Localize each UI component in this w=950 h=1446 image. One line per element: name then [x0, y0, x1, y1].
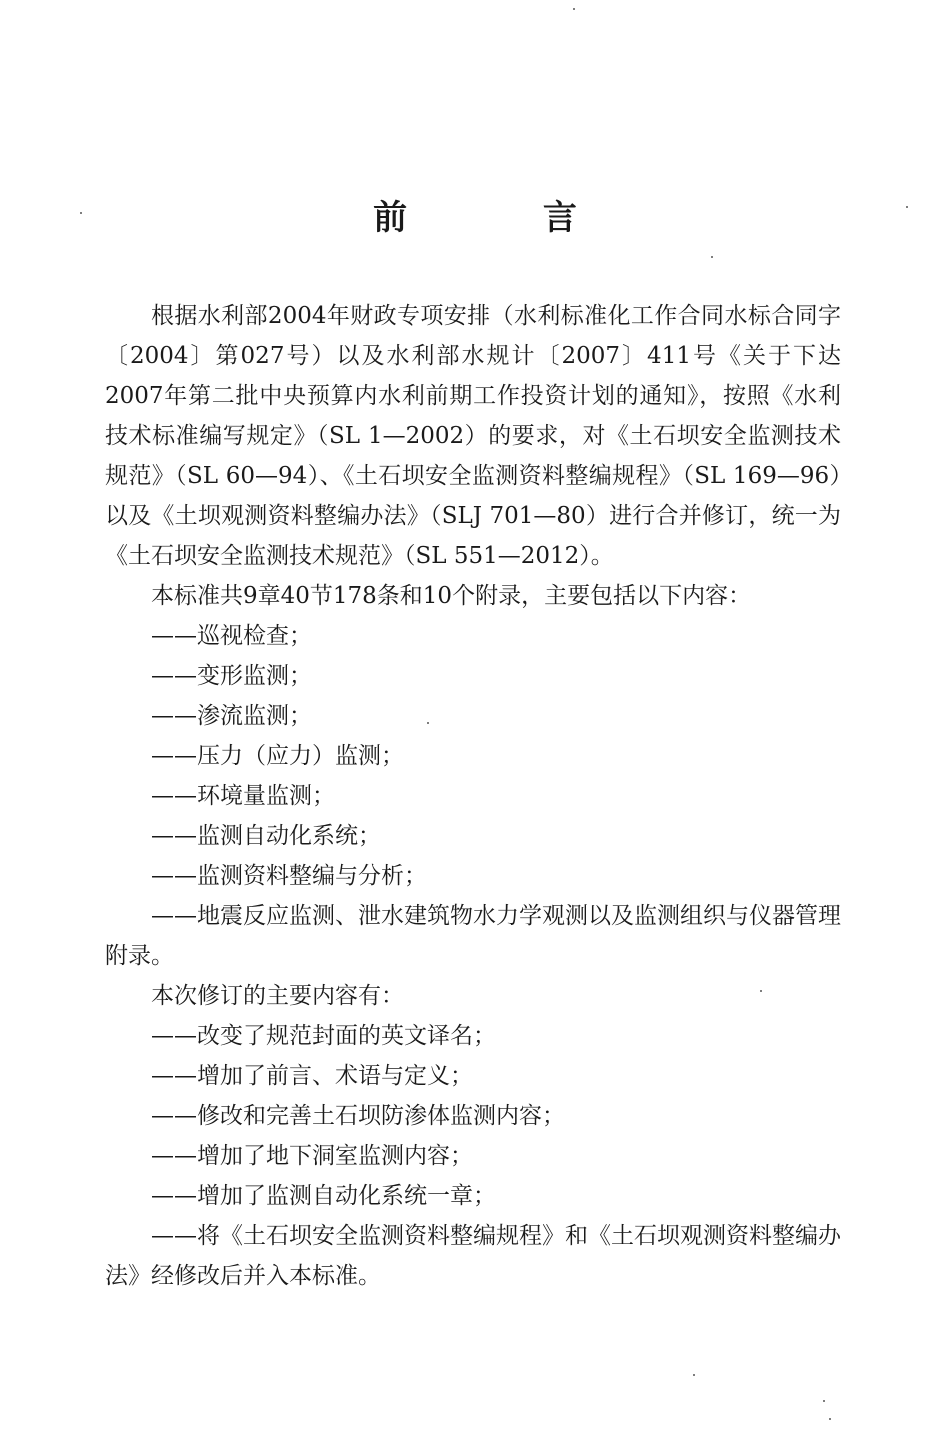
- scope-list-item: ——压力（应力）监测；: [151, 743, 404, 769]
- intro-paragraph: 根据水利部2004年财政专项安排（水利标准化工作合同水标合同字〔2004〕第027号）以及水利部水规计〔2007〕411号《关于下达2007年第二批中央预算内水利前期工作投资计划的通知》，按照《水利技术标准编写规定》（SL 1—2002）的要求，对《土石坝安全监测技术规范》（SL 60—94）、《土石坝安全监测资料整编规程》（SL 169—96）以及《土坝观测资料整编办法》（SLJ 701—80）进行合并修订，统一为《土石坝安全监测技术规范》（SL 551—2012）。: [105, 303, 841, 569]
- scope-list-item: ——渗流监测；: [151, 703, 312, 729]
- revision-intro-paragraph: 本次修订的主要内容有：: [151, 983, 404, 1009]
- scan-speck: [760, 990, 762, 992]
- scan-speck: [427, 722, 429, 724]
- scope-list-item: ——地震反应监测、泄水建筑物水力学观测以及监测组织与仪器管理附录。: [105, 903, 841, 969]
- revision-list-item: ——增加了前言、术语与定义；: [151, 1063, 473, 1089]
- revision-list-item: ——改变了规范封面的英文译名；: [151, 1023, 496, 1049]
- scope-intro-paragraph: 本标准共9章40节178条和10个附录，主要包括以下内容：: [151, 583, 752, 609]
- scope-list-item: ——监测自动化系统；: [151, 823, 381, 849]
- scope-list-item: ——巡视检查；: [151, 623, 312, 649]
- scope-list-item: ——监测资料整编与分析；: [151, 863, 427, 889]
- scope-list-item: ——环境量监测；: [151, 783, 335, 809]
- scan-speck: [573, 8, 575, 10]
- page-title: 前 言: [373, 198, 639, 238]
- revision-list-item: ——修改和完善土石坝防渗体监测内容；: [151, 1103, 565, 1129]
- revision-list-item: ——增加了监测自动化系统一章；: [151, 1183, 496, 1209]
- scan-speck: [823, 1400, 825, 1402]
- document-body: [105, 296, 841, 1296]
- revision-list-item: ——增加了地下洞室监测内容；: [151, 1143, 473, 1169]
- scan-speck: [80, 212, 82, 214]
- scope-list-item: ——变形监测；: [151, 663, 312, 689]
- scan-speck: [693, 1374, 695, 1376]
- scan-speck: [906, 206, 908, 208]
- revision-list-item: ——将《土石坝安全监测资料整编规程》和《土石坝观测资料整编办法》经修改后并入本标准。: [105, 1223, 841, 1289]
- scan-speck: [829, 1418, 831, 1420]
- scan-speck: [711, 256, 713, 258]
